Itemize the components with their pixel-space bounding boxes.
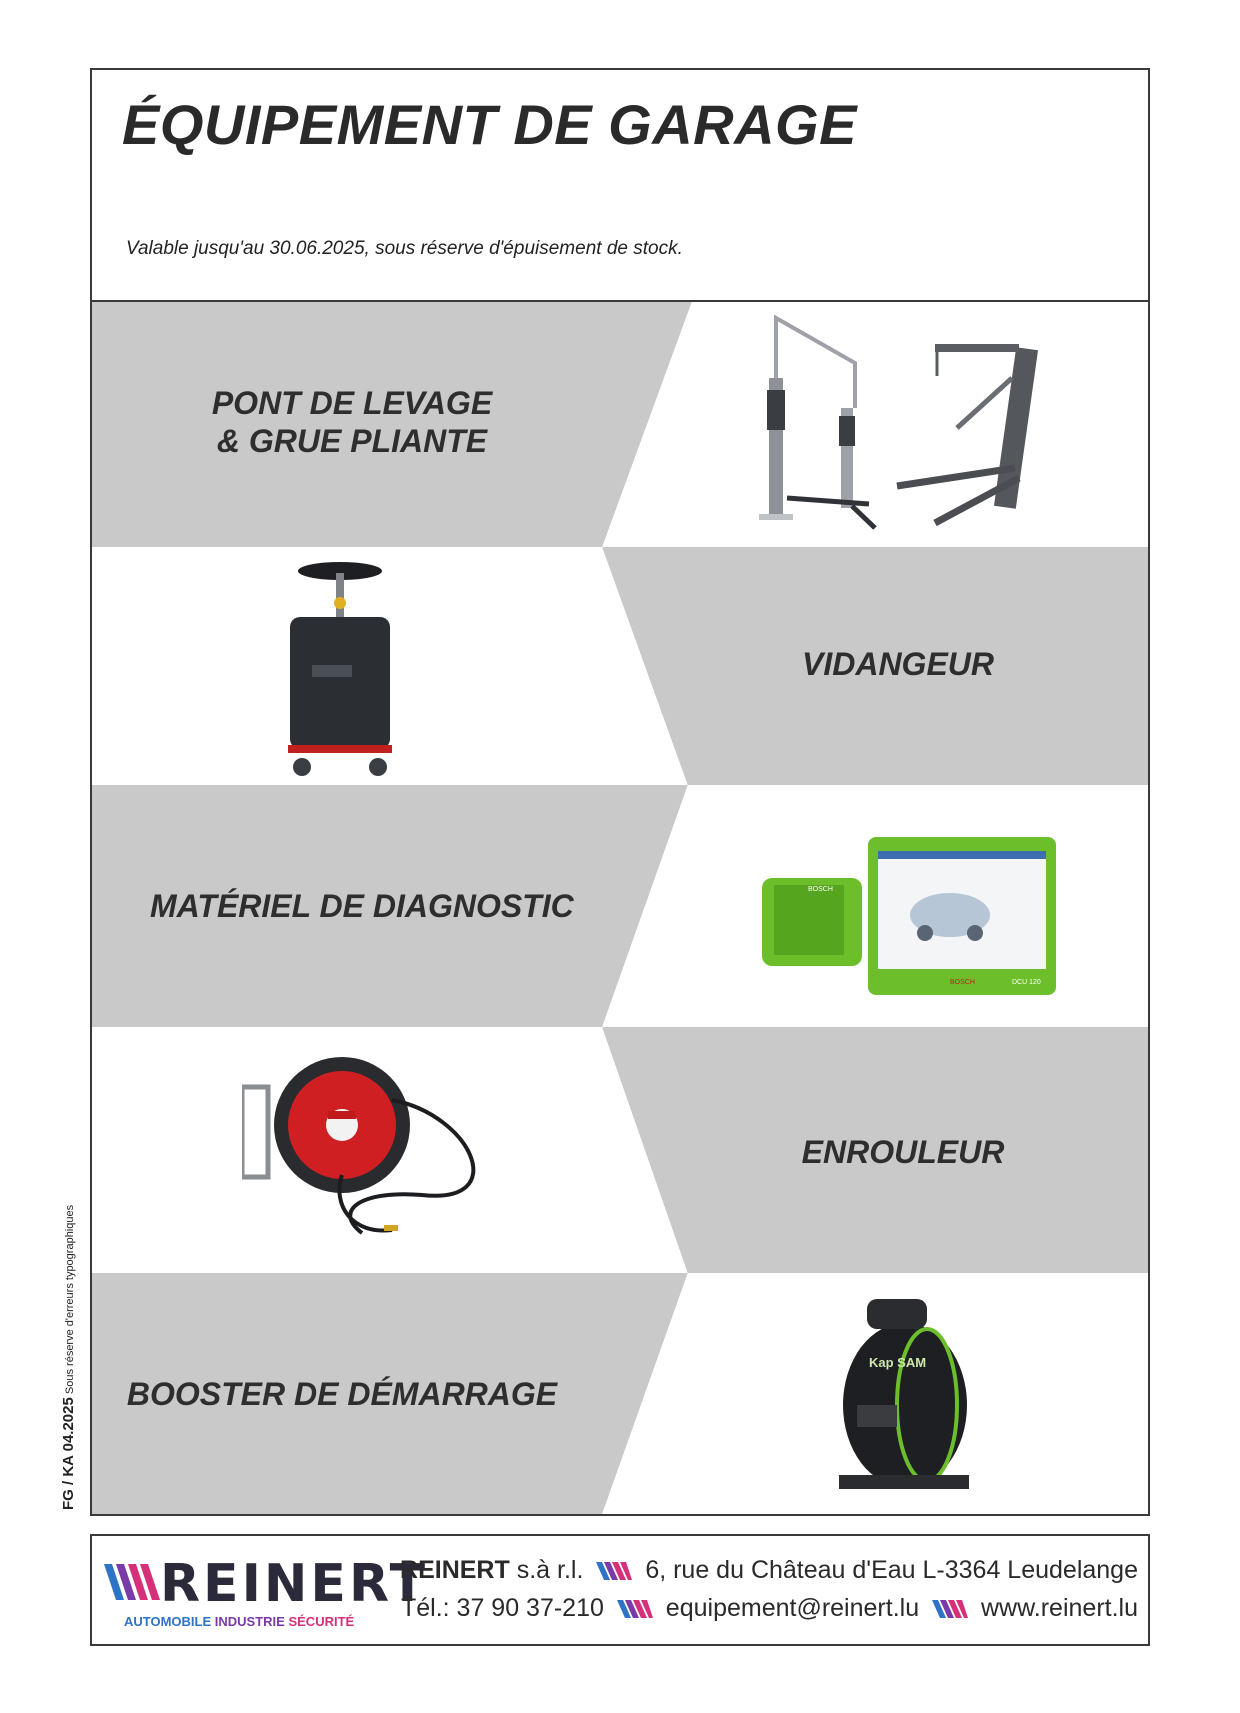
print-code: FG / KA 04.2025 <box>60 1397 77 1510</box>
hose-reel-image <box>242 1055 502 1255</box>
contact-address-line <box>400 1556 1138 1585</box>
booster-image <box>827 1295 977 1495</box>
website-link[interactable]: www.reinert.lu <box>981 1594 1138 1622</box>
disclaimer: Sous réserve d'erreurs typographiques <box>64 1204 76 1395</box>
section-label: ENROULEUR <box>801 1134 1005 1170</box>
section-oil-drain <box>92 547 1148 785</box>
section-label: VIDANGEUR <box>801 646 994 682</box>
company-suffix: s.à r.l. <box>516 1556 584 1584</box>
page-title: ÉQUIPEMENT DE GARAGE <box>122 93 857 156</box>
diagnostic-image <box>760 833 1060 998</box>
section-booster <box>92 1273 1148 1514</box>
validity-note: Valable jusqu'au 30.06.2025, sous réserve d'épuisement de stock. <box>126 238 683 259</box>
side-note <box>60 1205 77 1510</box>
stripe-separator-icon <box>617 1600 653 1618</box>
phone: Tél.: 37 90 37-210 <box>400 1594 604 1622</box>
email-link[interactable]: equipement@reinert.lu <box>665 1594 920 1622</box>
contact-details-line <box>401 1594 1138 1623</box>
svg-text:BOSCH: BOSCH <box>950 979 975 986</box>
address: 6, rue du Château d'Eau L-3364 Leudelange <box>645 1556 1138 1584</box>
section-label: BOOSTER DE DÉMARRAGE <box>126 1376 558 1412</box>
logo-wordmark: REINERT <box>160 1554 429 1614</box>
reinert-logo <box>102 1554 429 1634</box>
car-lift-crane-image <box>757 308 1097 540</box>
svg-text:BOSCH: BOSCH <box>808 886 833 893</box>
stripe-separator-icon <box>596 1562 632 1580</box>
flyer-frame <box>90 68 1150 1516</box>
logo-tagline: AUTOMOBILE INDUSTRIE SÉCURITÉ <box>124 1614 355 1629</box>
section-label: PONT DE LEVAGE & GRUE PLIANTE <box>211 385 493 459</box>
svg-text:DCU 120: DCU 120 <box>1012 979 1041 986</box>
stripe-separator-icon <box>932 1600 968 1618</box>
svg-text:Kap SAM: Kap SAM <box>869 1355 927 1370</box>
section-label: MATÉRIEL DE DIAGNOSTIC <box>150 888 574 924</box>
logo-stripes-icon <box>104 1564 160 1600</box>
header <box>92 70 1148 302</box>
section-lift-crane <box>92 302 1148 547</box>
oil-drain-image <box>282 555 412 780</box>
section-hose-reel <box>92 1027 1148 1273</box>
company-name: REINERT <box>400 1556 510 1584</box>
footer <box>90 1534 1150 1646</box>
section-diagnostics <box>92 785 1148 1027</box>
